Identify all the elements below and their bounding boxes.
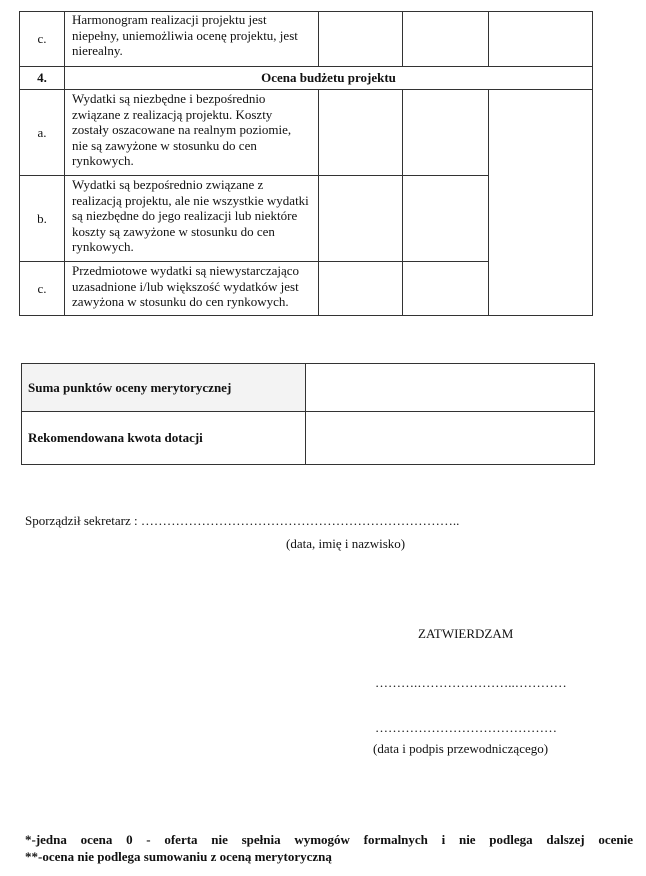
secretary-caption: (data, imię i nazwisko)	[286, 536, 406, 551]
row-description: Wydatki są bezpośrednio związane z realizacją projektu, ale nie wszystkie wydatki są niezbędne do jego realizacji lub niektóre koszty są zawyżone w stosunku do cen rynkowych.	[65, 176, 319, 262]
score-cell[interactable]	[319, 12, 403, 67]
grant-amount-label: Rekomendowana kwota dotacji	[22, 412, 306, 465]
section-title: Ocena budżetu projektu	[65, 67, 593, 90]
score-cell[interactable]	[319, 262, 403, 316]
row-label: c.	[20, 12, 65, 67]
criteria-row-a	[20, 90, 593, 176]
points-sum-label: Suma punktów oceny merytorycznej	[22, 364, 306, 412]
grant-amount-value[interactable]	[306, 412, 595, 465]
secretary-signature-line: Sporządził sekretarz : ………………………………………………………………..	[25, 513, 460, 528]
footnote-2: **-ocena nie podlega sumowaniu z oceną merytoryczną	[25, 849, 332, 864]
approval-caption: (data i podpis przewodniczącego)	[373, 741, 549, 756]
score-cell[interactable]	[403, 12, 489, 67]
approval-title: ZATWIERDZAM	[418, 626, 514, 641]
footnote-1: *-jedna ocena 0 - oferta nie spełnia wymogów formalnych i nie podlega dalszej ocenie	[25, 832, 633, 847]
criteria-row-c-top	[20, 12, 593, 67]
score-cell[interactable]	[403, 90, 489, 176]
grant-amount-row	[22, 412, 595, 465]
section-number: 4.	[20, 67, 65, 90]
section-header-row	[20, 67, 593, 90]
row-label: b.	[20, 176, 65, 262]
row-description: Przedmiotowe wydatki są niewystarczająco uzasadnione i/lub większość wydatków jest zawyżona w stosunku do cen rynkowych.	[65, 262, 319, 316]
points-sum-row	[22, 364, 595, 412]
row-label: c.	[20, 262, 65, 316]
row-description: Harmonogram realizacji projektu jest niepełny, uniemożliwia ocenę projektu, jest nierealny.	[65, 12, 319, 67]
merged-score-cell[interactable]	[489, 90, 593, 316]
approval-dots-line-1: ……….…………………..…………	[375, 675, 567, 690]
points-sum-value[interactable]	[306, 364, 595, 412]
score-cell[interactable]	[403, 262, 489, 316]
score-cell[interactable]	[403, 176, 489, 262]
row-label: a.	[20, 90, 65, 176]
row-description: Wydatki są niezbędne i bezpośrednio związane z realizacją projektu. Koszty zostały oszacowane na realnym poziomie, nie są zawyżone w stosunku do cen rynkowych.	[65, 90, 319, 176]
approval-dots-line-2: ……………………………………	[375, 720, 557, 735]
score-cell[interactable]	[319, 176, 403, 262]
criteria-table	[19, 11, 593, 316]
score-cell[interactable]	[319, 90, 403, 176]
summary-table	[21, 363, 595, 465]
score-cell[interactable]	[489, 12, 593, 67]
